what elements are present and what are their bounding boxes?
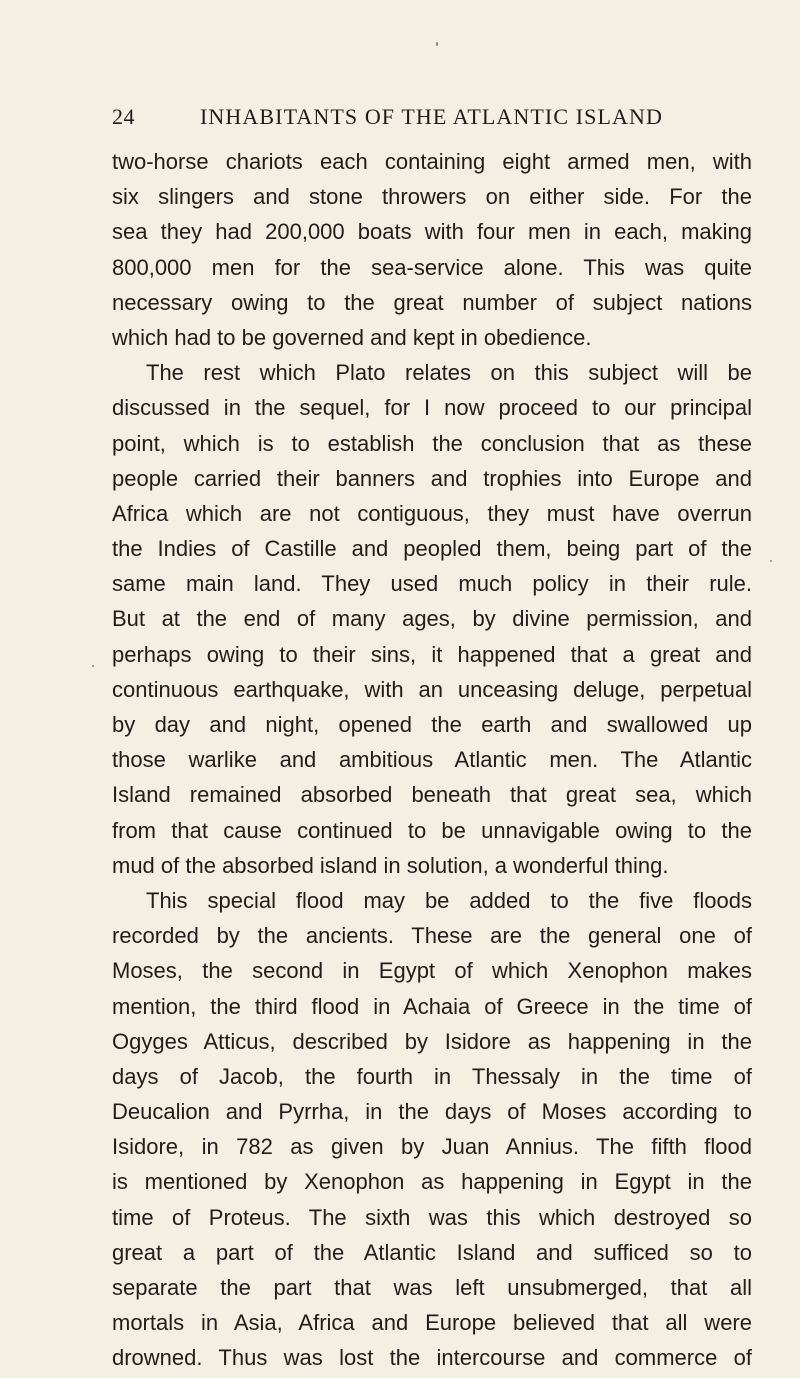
text-line: by day and night, opened the earth and swallowed up: [112, 712, 752, 737]
text-line: 800,000 men for the sea-service alone. This was quite: [112, 254, 752, 280]
text-line: time of Proteus. The sixth was this which destroyed so: [112, 1204, 752, 1230]
text-line: six slingers and stone throwers on either side. For the: [112, 184, 752, 210]
text-line: recorded by the ancients. These are the general one of: [112, 923, 752, 949]
text-line: separate the part that was left unsubmerged, that all: [112, 1275, 752, 1300]
text-line: discussed in the sequel, for I now proceed to our principal: [112, 395, 752, 421]
text-line: mention, the third flood in Achaia of Greece in the time of: [112, 993, 752, 1019]
text-line: is mentioned by Xenophon as happening in Egypt in the: [112, 1169, 752, 1195]
text-line: Moses, the second in Egypt of which Xenophon makes: [112, 958, 752, 984]
text-line: Island remained absorbed beneath that great sea, which: [112, 782, 752, 808]
text-line: those warlike and ambitious Atlantic men. The Atlantic: [112, 747, 752, 773]
text-line: mortals in Asia, Africa and Europe believed that all were: [112, 1310, 752, 1336]
text-line: people carried their banners and trophies into Europe and: [112, 465, 752, 491]
text-line: great a part of the Atlantic Island and sufficed so to: [112, 1239, 752, 1265]
text-line: continuous earthquake, with an unceasing deluge, perpetual: [112, 676, 752, 702]
text-line: Africa which are not contiguous, they must have overrun: [112, 500, 752, 526]
text-line: which had to be governed and kept in obedience.: [112, 324, 592, 350]
text-line: same main land. They used much policy in their rule.: [112, 571, 752, 597]
text-line: from that cause continued to be unnavigable owing to the: [112, 817, 752, 843]
text-line: two-horse chariots each containing eight armed men, with: [112, 149, 752, 174]
text-line: necessary owing to the great number of subject nations: [112, 289, 752, 315]
text-line: Isidore, in 782 as given by Juan Annius. The fifth flood: [112, 1134, 752, 1160]
text-line: The rest which Plato relates on this subject will be: [146, 360, 752, 386]
text-line: mud of the absorbed island in solution, a wonderful thing.: [112, 852, 669, 878]
text-line: sea they had 200,000 boats with four men in each, making: [112, 219, 752, 245]
text-line: point, which is to establish the conclusion that as these: [112, 430, 752, 456]
text-line: days of Jacob, the fourth in Thessaly in the time of: [112, 1063, 752, 1089]
text-line: But at the end of many ages, by divine permission, and: [112, 606, 752, 632]
text-line: the Indies of Castille and peopled them, being part of the: [112, 536, 752, 562]
text-line: perhaps owing to their sins, it happened that a great and: [112, 641, 752, 667]
text-line: Ogyges Atticus, described by Isidore as happening in the: [112, 1028, 752, 1054]
body-text: [112, 144, 752, 1376]
text-line: Deucalion and Pyrrha, in the days of Moses according to: [112, 1099, 752, 1125]
text-line: drowned. Thus was lost the intercourse and commerce of: [112, 1345, 752, 1371]
running-head-title: INHABITANTS OF THE ATLANTIC ISLAND: [200, 104, 663, 129]
paper-speck: [92, 665, 94, 667]
running-head: [112, 104, 752, 144]
text-line: This special flood may be added to the five floods: [146, 887, 752, 913]
paper-speck: [436, 42, 438, 46]
page-number: 24: [112, 104, 135, 129]
paper-speck: [770, 560, 772, 562]
